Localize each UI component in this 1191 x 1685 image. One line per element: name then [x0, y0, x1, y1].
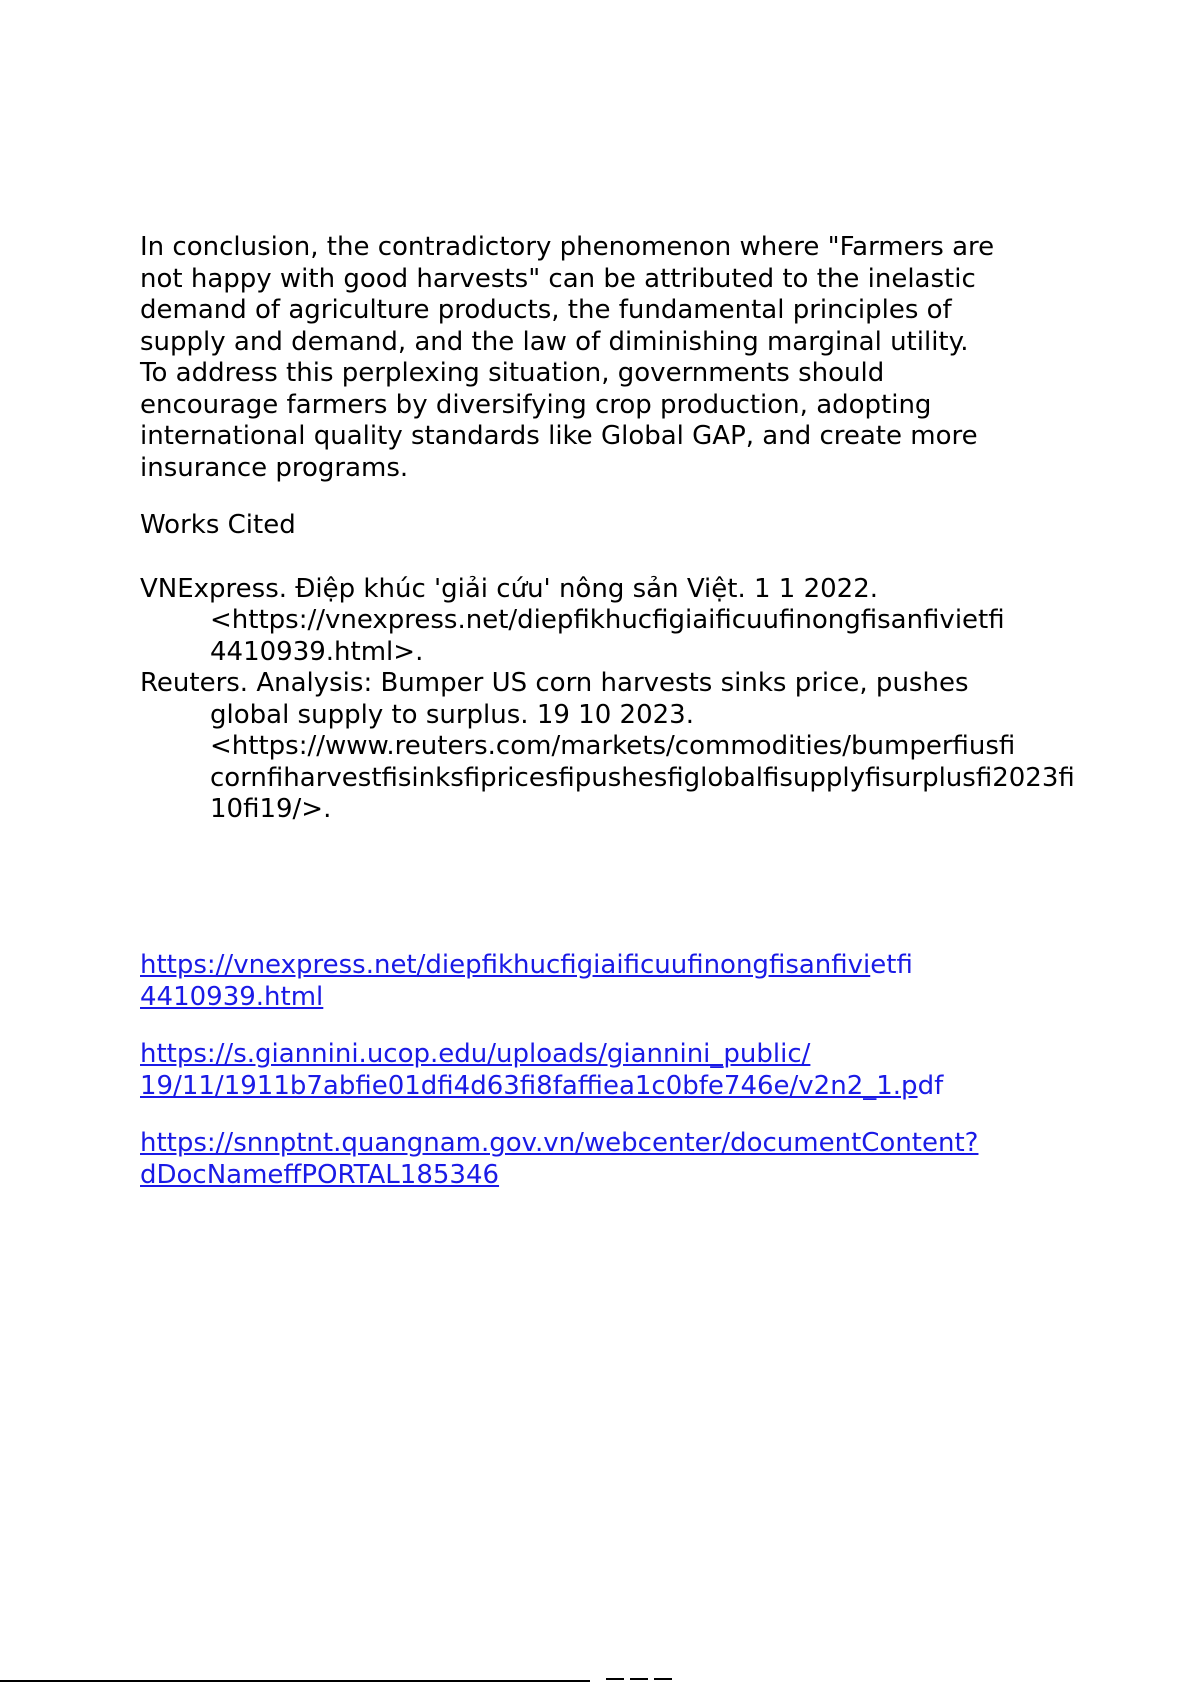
link-text[interactable]: etfi — [870, 950, 913, 980]
footer-mark — [654, 1678, 672, 1680]
link-line[interactable] — [140, 1039, 1140, 1071]
document-body — [140, 232, 1140, 826]
paragraph-line: supply and demand, and the law of diminishing marginal utility. — [140, 326, 969, 357]
paragraph-line: To address this perplexing situation, governments should — [140, 358, 885, 388]
link-text[interactable]: dDocNameffPORTAL185346 — [140, 1159, 500, 1190]
paragraph-line: insurance programs. — [140, 452, 409, 483]
link-text[interactable]: https://snnptnt.quangnam.gov.vn/webcenter/documentContent? — [140, 1128, 979, 1158]
source-link-quangnam[interactable] — [140, 1128, 1140, 1191]
citation-line: 10fi19/>. — [210, 794, 332, 824]
link-line[interactable] — [140, 1071, 1140, 1103]
link-line[interactable] — [140, 1128, 1140, 1160]
citation-line: <https://www.reuters.com/markets/commodities/bumperfiusfi — [210, 731, 1016, 761]
link-line[interactable] — [140, 950, 1140, 982]
link-text[interactable]: https://s.giannini.ucop.edu/uploads/giannini_public/ — [140, 1039, 811, 1069]
paragraph-line: In conclusion, the contradictory phenomenon where "Farmers are — [140, 232, 995, 262]
paragraph-line: demand of agriculture products, the fundamental principles of — [140, 295, 952, 325]
citation-line: cornfiharvestfisinksfipricesfipushesfiglobalfisupplyfisurplusfi2023fi — [210, 762, 1075, 793]
footer-marks — [606, 1678, 696, 1682]
paragraph-line: not happy with good harvests" can be attributed to the inelastic — [140, 263, 976, 294]
footer-mark — [630, 1678, 648, 1680]
citation-entry — [140, 574, 1140, 669]
citation-entry — [140, 668, 1140, 826]
citation-line: <https://vnexpress.net/diepfikhucfigiaificuufinongfisanfivietfi — [210, 605, 1005, 635]
works-cited-list — [140, 574, 1140, 826]
source-link-giannini[interactable] — [140, 1039, 1140, 1102]
footer-rule — [0, 1680, 590, 1682]
source-link-vnexpress[interactable] — [140, 950, 1140, 1013]
link-line[interactable] — [140, 1160, 1140, 1192]
citation-line: 4410939.html>. — [210, 636, 424, 667]
link-text[interactable]: https://vnexpress.net/diepfikhucfigiaificuufinongfisanfivi — [140, 950, 871, 980]
link-text[interactable]: df — [917, 1070, 944, 1101]
conclusion-paragraph — [140, 232, 1140, 484]
paragraph-line: international quality standards like Global GAP, and create more — [140, 421, 978, 451]
citation-line: Reuters. Analysis: Bumper US corn harvests sinks price, pushes — [140, 668, 969, 698]
citation-line: VNExpress. Điệp khúc 'giải cứu' nông sản Việt. 1 1 2022. — [140, 573, 879, 604]
works-cited-heading: Works Cited — [140, 510, 296, 540]
link-text[interactable]: 4410939.html — [140, 981, 324, 1012]
link-text[interactable]: 19/11/1911b7abfie01dfi4d63fi8faffiea1c0bfe746e/v2n2_1.p — [140, 1070, 918, 1101]
citation-line: global supply to surplus. 19 10 2023. — [210, 699, 694, 730]
link-line[interactable] — [140, 982, 1140, 1014]
paragraph-line: encourage farmers by diversifying crop production, adopting — [140, 389, 932, 420]
footer-mark — [606, 1678, 624, 1680]
source-links — [140, 950, 1140, 1217]
